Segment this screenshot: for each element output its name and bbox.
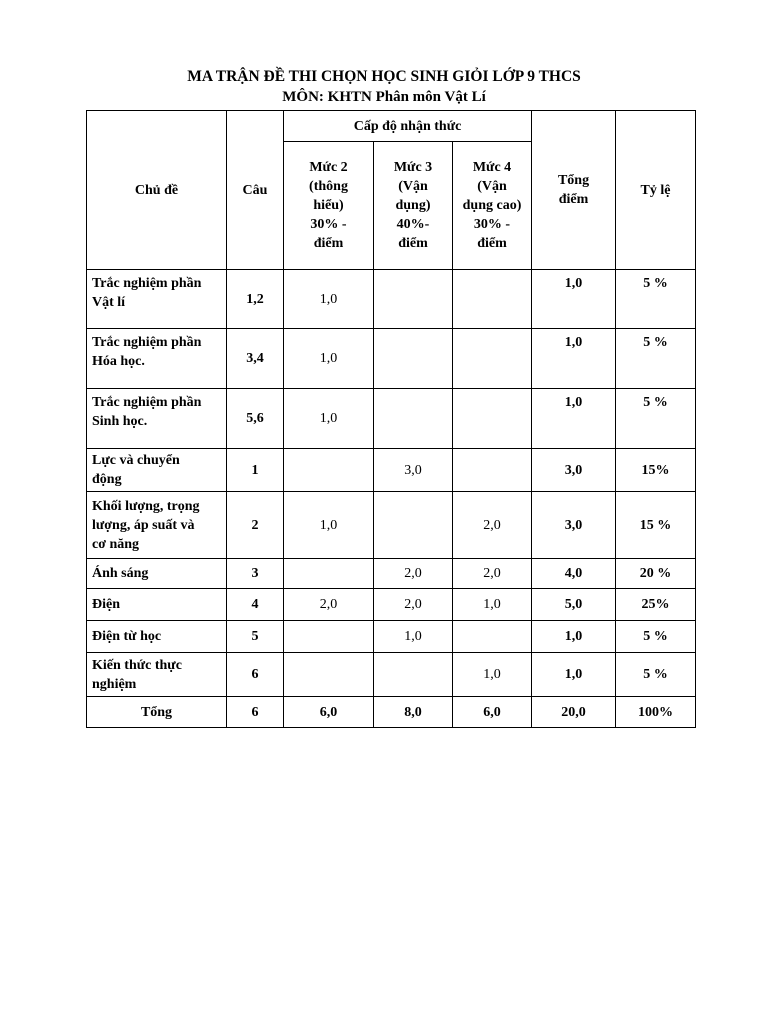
- level3-line5: điểm: [398, 236, 428, 251]
- row-level-3: [374, 329, 453, 389]
- level4-line4: 30% -: [473, 217, 511, 232]
- totals-total: 20,0: [532, 697, 616, 728]
- row-level-4: 2,0: [453, 559, 532, 589]
- row-total: 1,0: [532, 653, 616, 697]
- row-total: 3,0: [532, 449, 616, 492]
- table-row: [87, 653, 696, 697]
- row-level-4: 1,0: [453, 589, 532, 621]
- row-ratio: 5 %: [616, 270, 696, 329]
- totals-label: Tổng: [87, 697, 227, 728]
- level2-line5: điểm: [313, 236, 344, 251]
- header-cognitive-level: Cấp độ nhận thức: [284, 111, 532, 142]
- topic-line: Điện: [92, 597, 120, 612]
- row-topic: [87, 389, 227, 449]
- header-question: Câu: [227, 111, 284, 270]
- topic-line: Ánh sáng: [92, 566, 149, 581]
- header-total: [532, 111, 616, 270]
- row-level-4: 1,0: [453, 653, 532, 697]
- row-question: 4: [227, 589, 284, 621]
- row-ratio: 15 %: [616, 492, 696, 559]
- header-total-line1: Tổng: [557, 173, 590, 188]
- row-question: 5,6: [227, 389, 284, 449]
- row-total: 1,0: [532, 270, 616, 329]
- header-row-1: [87, 111, 696, 142]
- row-level-3: [374, 270, 453, 329]
- level3-line4: 40%-: [396, 217, 430, 232]
- row-level-3: 2,0: [374, 559, 453, 589]
- level3-line1: Mức 3: [393, 160, 433, 175]
- row-level-3: [374, 492, 453, 559]
- row-level-4: [453, 270, 532, 329]
- totals-level-2: 6,0: [284, 697, 374, 728]
- topic-line: Vật lí: [92, 295, 126, 310]
- table-row: [87, 270, 696, 329]
- topic-line: Hóa học.: [92, 354, 145, 369]
- level4-line5: điểm: [477, 236, 507, 251]
- row-question: 3: [227, 559, 284, 589]
- topic-line: nghiệm: [92, 676, 137, 692]
- row-topic: [87, 621, 227, 653]
- row-level-2: [284, 621, 374, 653]
- table-row: [87, 589, 696, 621]
- row-level-2: [284, 559, 374, 589]
- row-question: 1: [227, 449, 284, 492]
- row-topic: [87, 329, 227, 389]
- row-level-3: 3,0: [374, 449, 453, 492]
- row-ratio: 5 %: [616, 329, 696, 389]
- row-topic: [87, 492, 227, 559]
- row-question: 2: [227, 492, 284, 559]
- row-question: 6: [227, 653, 284, 697]
- exam-matrix-table: [86, 110, 696, 728]
- level2-line4: 30% -: [310, 217, 347, 232]
- totals-level-4: 6,0: [453, 697, 532, 728]
- table-row: [87, 621, 696, 653]
- row-ratio: 5 %: [616, 653, 696, 697]
- row-level-2: 1,0: [284, 492, 374, 559]
- row-level-3: [374, 653, 453, 697]
- topic-line: Kiến thức thực: [92, 657, 182, 673]
- table-row: [87, 329, 696, 389]
- table-row: [87, 559, 696, 589]
- row-ratio: 15%: [616, 449, 696, 492]
- row-level-4: [453, 389, 532, 449]
- row-topic: [87, 270, 227, 329]
- level4-line2: (Vận: [477, 179, 507, 194]
- topic-line: cơ năng: [92, 536, 140, 552]
- topic-line: Trắc nghiệm phần: [92, 395, 202, 410]
- row-level-3: 1,0: [374, 621, 453, 653]
- table-row: [87, 492, 696, 559]
- topic-line: động: [92, 472, 122, 487]
- totals-row: [87, 697, 696, 728]
- row-level-2: [284, 653, 374, 697]
- row-level-4: [453, 329, 532, 389]
- totals-ratio: 100%: [616, 697, 696, 728]
- row-level-2: 1,0: [284, 389, 374, 449]
- row-level-2: 1,0: [284, 270, 374, 329]
- row-ratio: 25%: [616, 589, 696, 621]
- level2-line3: hiểu): [313, 198, 344, 213]
- header-total-line2: điểm: [558, 192, 589, 207]
- row-question: 5: [227, 621, 284, 653]
- row-level-2: [284, 449, 374, 492]
- row-level-4: [453, 621, 532, 653]
- row-question: 3,4: [227, 329, 284, 389]
- row-level-4: 2,0: [453, 492, 532, 559]
- row-topic: [87, 589, 227, 621]
- totals-question: 6: [227, 697, 284, 728]
- row-total: 1,0: [532, 621, 616, 653]
- row-topic: [87, 559, 227, 589]
- topic-line: lượng, áp suất và: [92, 517, 195, 533]
- topic-line: Sinh học.: [92, 414, 148, 429]
- row-total: 1,0: [532, 329, 616, 389]
- level4-line1: Mức 4: [472, 160, 512, 175]
- document-title: MA TRẬN ĐỀ THI CHỌN HỌC SINH GIỎI LỚP 9 THCS: [187, 68, 581, 85]
- header-topic: Chủ đề: [87, 111, 227, 270]
- header-ratio: Tỷ lệ: [616, 111, 696, 270]
- row-level-2: 2,0: [284, 589, 374, 621]
- row-level-2: 1,0: [284, 329, 374, 389]
- row-ratio: 20 %: [616, 559, 696, 589]
- row-level-3: [374, 389, 453, 449]
- topic-line: Khối lượng, trọng: [92, 498, 200, 514]
- row-topic: [87, 653, 227, 697]
- level3-line2: (Vận: [398, 179, 428, 194]
- table-row: [87, 389, 696, 449]
- document-subtitle: MÔN: KHTN Phân môn Vật Lí: [282, 89, 486, 105]
- totals-level-3: 8,0: [374, 697, 453, 728]
- level4-line3: dụng cao): [462, 198, 522, 213]
- table-row: [87, 449, 696, 492]
- level2-line1: Mức 2: [309, 160, 348, 175]
- row-question: 1,2: [227, 270, 284, 329]
- topic-line: Trắc nghiệm phần: [92, 335, 202, 350]
- topic-line: Điện từ học: [92, 629, 162, 644]
- header-level-4: [453, 142, 532, 270]
- row-total: 3,0: [532, 492, 616, 559]
- row-total: 1,0: [532, 389, 616, 449]
- level3-line3: dụng): [395, 198, 431, 213]
- row-ratio: 5 %: [616, 389, 696, 449]
- header-level-2: [284, 142, 374, 270]
- row-level-4: [453, 449, 532, 492]
- row-total: 5,0: [532, 589, 616, 621]
- row-level-3: 2,0: [374, 589, 453, 621]
- header-level-3: [374, 142, 453, 270]
- row-total: 4,0: [532, 559, 616, 589]
- topic-line: Trắc nghiệm phần: [92, 276, 202, 291]
- topic-line: Lực và chuyển: [92, 453, 180, 468]
- level2-line2: (thông: [309, 179, 348, 194]
- row-ratio: 5 %: [616, 621, 696, 653]
- row-topic: [87, 449, 227, 492]
